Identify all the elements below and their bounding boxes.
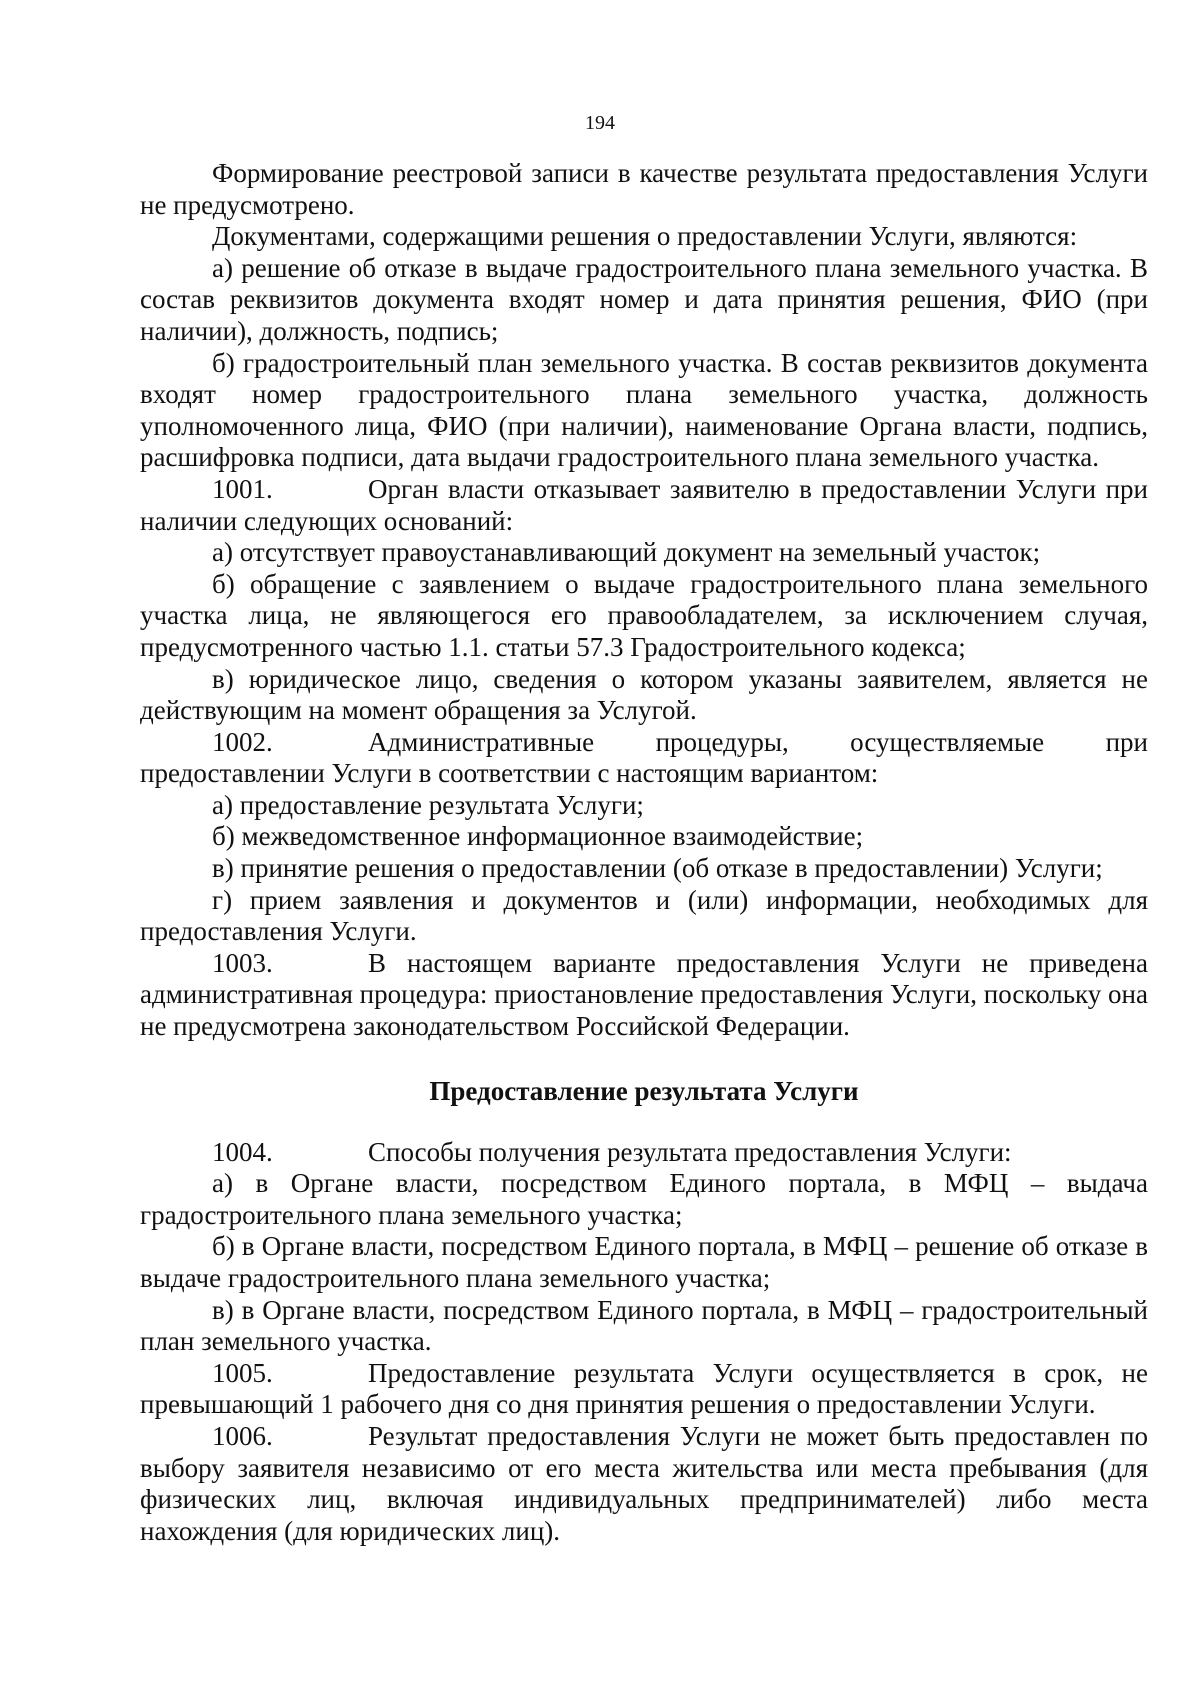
paragraph-text: а) предоставление результата Услуги; (212, 789, 644, 820)
paragraph-text: а) решение об отказе в выдаче градостроительного плана земельного участка. В состав реквизитов документа входят номер и дата принятия решения, ФИО (при наличии), должность, подпись; (140, 252, 1148, 346)
paragraph-text: б) межведомственное информационное взаимодействие; (212, 821, 864, 852)
paragraph (140, 158, 1148, 221)
paragraph-text: в) в Органе власти, посредством Единого портала, в МФЦ – градостроительный план земельного участка. (140, 1294, 1148, 1357)
paragraph-number: 1002. (212, 726, 273, 757)
numbered-paragraph (140, 948, 1148, 1043)
paragraph-number: 1005. (212, 1357, 273, 1388)
paragraph-text: Формирование реестровой записи в качестве результата предоставления Услуги не предусмотрено. (140, 158, 1148, 220)
paragraph (140, 1168, 1148, 1231)
paragraph-text: Орган власти отказывает заявителю в предоставлении Услуги при наличии следующих оснований: (140, 473, 1148, 536)
numbered-paragraph (140, 1421, 1148, 1547)
paragraph-number: 1006. (212, 1420, 273, 1451)
paragraph-number: 1004. (212, 1136, 273, 1167)
paragraph (140, 1295, 1148, 1358)
paragraph-text: в) принятие решения о предоставлении (об отказе в предоставлении) Услуги; (212, 853, 1103, 884)
document-body (140, 158, 1148, 1547)
paragraph-text: В настоящем варианте предоставления Услуги не приведена административная процедура: приостановление предоставления Услуги, поскольку она не предусмотрена законодательством Российской Федерации. (140, 947, 1148, 1042)
paragraph-text: Результат предоставления Услуги не может быть предоставлен по выбору заявителя независимо от его места жительства или места пребывания (для физических лиц, включая индивидуальных предпринимателей) либо места нахождения (для юридических лиц). (140, 1420, 1148, 1546)
paragraph (140, 885, 1148, 948)
paragraph-text: б) обращение с заявлением о выдаче градостроительного плана земельного участка лица, не являющегося его правообладателем, за исключением случая, предусмотренного частью 1.1. статьи 57.3 Градостроительного кодекса; (140, 568, 1148, 662)
numbered-paragraph (140, 1358, 1148, 1421)
paragraph-text: Административные процедуры, осуществляемые при предоставлении Услуги в соответствии с настоящим вариантом: (140, 726, 1148, 789)
paragraph (140, 537, 1148, 569)
paragraph (140, 348, 1148, 474)
paragraph-text: а) в Органе власти, посредством Единого портала, в МФЦ – выдача градостроительного плана земельного участка; (140, 1168, 1148, 1230)
paragraph (140, 1231, 1148, 1294)
paragraph (140, 569, 1148, 664)
paragraph (140, 221, 1148, 253)
paragraph-text: б) в Органе власти, посредством Единого портала, в МФЦ – решение об отказе в выдаче градостроительного плана земельного участка; (140, 1231, 1148, 1293)
paragraph-text: г) прием заявления и документов и (или) информации, необходимых для предоставления Услуги. (140, 884, 1148, 947)
paragraph-text: а) отсутствует правоустанавливающий документ на земельный участок; (212, 537, 1041, 568)
paragraph (140, 790, 1148, 822)
paragraph-text: Документами, содержащими решения о предоставлении Услуги, являются: (212, 221, 1078, 252)
section-heading: Предоставление результата Услуги (429, 1075, 859, 1106)
paragraph-number: 1003. (212, 947, 273, 978)
paragraph (140, 853, 1148, 885)
paragraph-number: 1001. (212, 473, 273, 504)
paragraph-text: в) юридическое лицо, сведения о котором указаны заявителем, является не действующим на момент обращения за Услугой. (140, 663, 1148, 726)
numbered-paragraph (140, 1137, 1148, 1169)
paragraphs-before-heading (140, 158, 1148, 1043)
paragraph-text: Предоставление результата Услуги осуществляется в срок, не превышающий 1 рабочего дня со дня принятия решения о предоставлении Услуги. (140, 1357, 1148, 1420)
paragraph-text: б) градостроительный план земельного участка. В состав реквизитов документа входят номер градостроительного плана земельного участка, должность уполномоченного лица, ФИО (при наличии), наименование Органа власти, подпись, расшифровка подписи, дата выдачи градостроительного плана земельного участка. (140, 347, 1148, 473)
paragraph (140, 253, 1148, 348)
paragraph (140, 821, 1148, 853)
numbered-paragraph (140, 474, 1148, 537)
paragraph (140, 664, 1148, 727)
paragraphs-after-heading (140, 1137, 1148, 1548)
page-number: 194 (585, 112, 615, 134)
paragraph-text: Способы получения результата предоставления Услуги: (368, 1136, 1012, 1167)
numbered-paragraph (140, 727, 1148, 790)
